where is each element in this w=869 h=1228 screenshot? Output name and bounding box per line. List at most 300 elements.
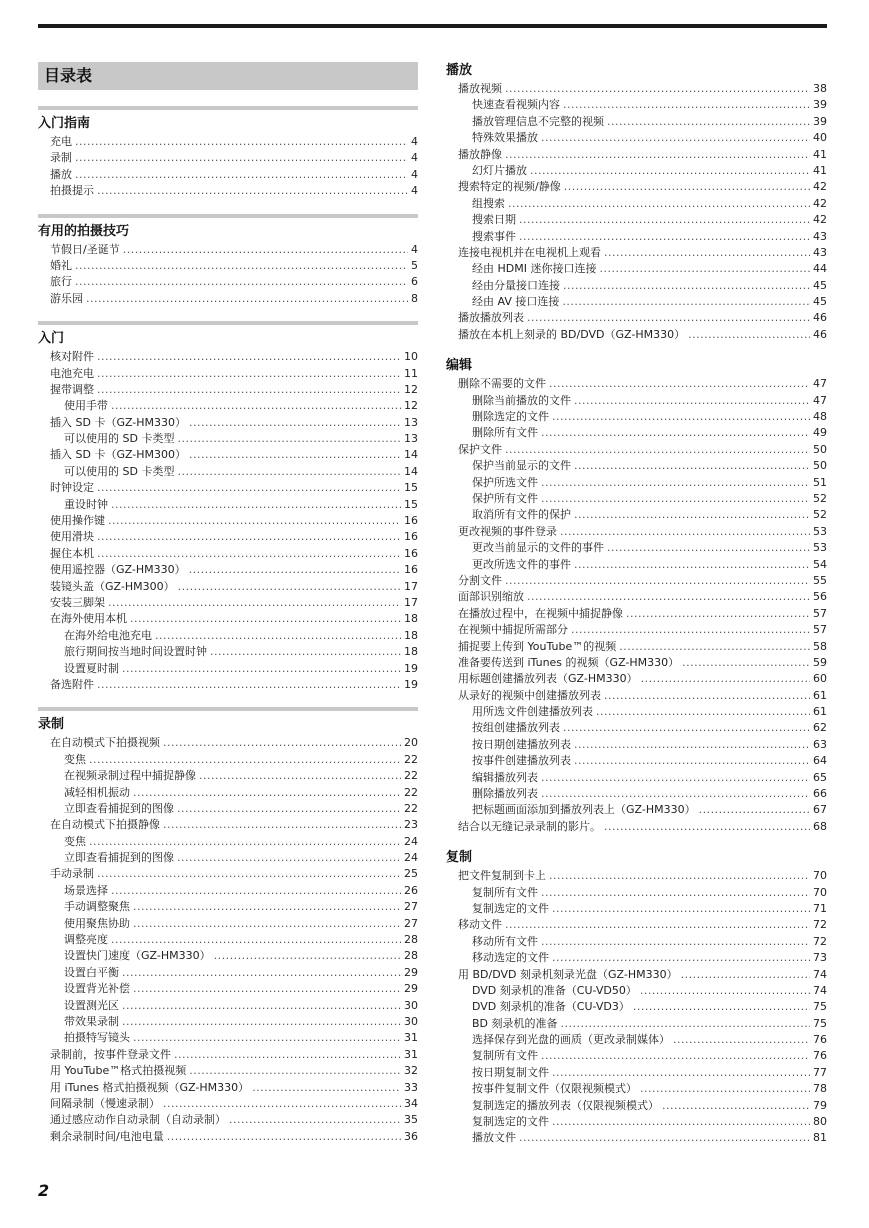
section-title: 入门指南 bbox=[38, 116, 91, 131]
entry-title: 保护所有文件 bbox=[472, 491, 538, 505]
dot-leader bbox=[86, 291, 408, 307]
dot-leader bbox=[574, 458, 810, 474]
toc-entry[interactable] bbox=[38, 850, 418, 866]
entry-title: 特殊效果播放 bbox=[472, 131, 538, 145]
dot-leader bbox=[574, 507, 810, 523]
dot-leader bbox=[75, 258, 408, 274]
toc-entry[interactable] bbox=[446, 179, 827, 195]
dot-leader bbox=[574, 753, 810, 769]
dot-leader bbox=[563, 97, 810, 113]
toc-entry[interactable] bbox=[38, 258, 418, 274]
toc-entry[interactable] bbox=[446, 261, 827, 277]
entry-page-number: 38 bbox=[813, 82, 827, 95]
toc-entry[interactable] bbox=[38, 398, 418, 414]
dot-leader bbox=[607, 540, 810, 556]
entry-title: 更改所选文件的事件 bbox=[472, 557, 571, 571]
toc-entry[interactable] bbox=[446, 409, 827, 425]
toc-entry[interactable] bbox=[38, 431, 418, 447]
toc-entry[interactable] bbox=[446, 540, 827, 556]
toc-entry[interactable] bbox=[446, 1065, 827, 1081]
toc-entry[interactable] bbox=[38, 965, 418, 981]
dot-leader bbox=[541, 475, 810, 491]
toc-entry[interactable] bbox=[38, 497, 418, 513]
entry-page-number: 75 bbox=[813, 1016, 827, 1030]
entry-page-number: 28 bbox=[404, 949, 418, 963]
entry-page-number: 56 bbox=[813, 590, 827, 604]
entry-page-number: 16 bbox=[404, 563, 418, 577]
toc-entry[interactable] bbox=[38, 735, 418, 751]
toc-entry[interactable] bbox=[446, 720, 827, 736]
dot-leader bbox=[541, 770, 810, 786]
entry-page-number: 25 bbox=[404, 867, 418, 881]
dot-leader bbox=[97, 480, 401, 496]
dot-leader bbox=[174, 1047, 401, 1063]
dot-leader bbox=[167, 1129, 401, 1145]
toc-entry[interactable] bbox=[38, 464, 418, 480]
dot-leader bbox=[133, 899, 401, 915]
dot-leader bbox=[607, 114, 810, 130]
toc-entry[interactable] bbox=[446, 999, 827, 1015]
entry-title: 旅行 bbox=[50, 275, 72, 289]
entry-page-number: 61 bbox=[813, 705, 827, 719]
entry-page-number: 66 bbox=[813, 787, 827, 801]
toc-entry[interactable] bbox=[38, 1129, 418, 1145]
toc-entry[interactable] bbox=[446, 212, 827, 228]
toc-section bbox=[38, 106, 418, 200]
entry-page-number: 4 bbox=[411, 242, 418, 256]
entry-title: 手动调整聚焦 bbox=[64, 900, 130, 914]
dot-leader bbox=[527, 310, 810, 326]
dot-leader bbox=[599, 261, 810, 277]
entry-page-number: 45 bbox=[813, 278, 827, 292]
entry-title: 使用聚焦协助 bbox=[64, 916, 130, 930]
entry-page-number: 47 bbox=[813, 393, 827, 407]
entry-page-number: 81 bbox=[813, 1131, 827, 1145]
entry-title: 立即查看捕捉到的图像 bbox=[64, 801, 174, 815]
entry-page-number: 74 bbox=[813, 967, 827, 981]
toc-entry[interactable] bbox=[38, 866, 418, 882]
toc-entry[interactable] bbox=[446, 442, 827, 458]
toc-entry[interactable] bbox=[446, 573, 827, 589]
dot-leader bbox=[541, 425, 810, 441]
entry-title: 使用遥控器（GZ-HM330） bbox=[50, 563, 186, 577]
toc-entry[interactable] bbox=[38, 899, 418, 915]
entry-title: 保护文件 bbox=[458, 442, 502, 456]
toc-entry[interactable] bbox=[38, 134, 418, 150]
toc-entry[interactable] bbox=[446, 671, 827, 687]
dot-leader bbox=[505, 917, 810, 933]
entry-title: 设置白平衡 bbox=[64, 965, 119, 979]
dot-leader bbox=[97, 529, 401, 545]
entry-title: 手动录制 bbox=[50, 867, 94, 881]
dot-leader bbox=[199, 768, 401, 784]
toc-entry[interactable] bbox=[446, 97, 827, 113]
entry-title: 按组创建播放列表 bbox=[472, 721, 560, 735]
toc-entry[interactable] bbox=[38, 981, 418, 997]
toc-entry[interactable] bbox=[38, 349, 418, 365]
toc-entry[interactable] bbox=[38, 752, 418, 768]
toc-entry[interactable] bbox=[38, 801, 418, 817]
dot-leader bbox=[229, 1112, 401, 1128]
toc-entry[interactable] bbox=[38, 1112, 418, 1128]
dot-leader bbox=[519, 212, 810, 228]
dot-leader bbox=[641, 671, 810, 687]
toc-entry[interactable] bbox=[38, 661, 418, 677]
toc-entry[interactable] bbox=[446, 229, 827, 245]
entry-title: 在视频录制过程中捕捉静像 bbox=[64, 769, 196, 783]
dot-leader bbox=[122, 965, 401, 981]
entry-page-number: 54 bbox=[813, 557, 827, 571]
dot-leader bbox=[596, 704, 810, 720]
dot-leader bbox=[97, 382, 401, 398]
dot-leader bbox=[563, 720, 810, 736]
toc-entry[interactable] bbox=[38, 447, 418, 463]
entry-title: 播放在本机上刻录的 BD/DVD（GZ-HM330） bbox=[458, 327, 686, 341]
toc-left-column bbox=[38, 62, 418, 1159]
toc-entry[interactable] bbox=[38, 1030, 418, 1046]
entry-page-number: 45 bbox=[813, 295, 827, 309]
dot-leader bbox=[505, 442, 810, 458]
toc-entry[interactable] bbox=[446, 1114, 827, 1130]
entry-title: 播放管理信息不完整的视频 bbox=[472, 114, 604, 128]
entry-page-number: 64 bbox=[813, 754, 827, 768]
entry-title: 播放静像 bbox=[458, 147, 502, 161]
toc-entry[interactable] bbox=[446, 819, 827, 835]
entry-page-number: 12 bbox=[404, 399, 418, 413]
toc-entry[interactable] bbox=[38, 834, 418, 850]
entry-title: 变焦 bbox=[64, 752, 86, 766]
entry-title: 删除选定的文件 bbox=[472, 410, 549, 424]
dot-leader bbox=[97, 366, 401, 382]
toc-entry[interactable] bbox=[38, 562, 418, 578]
dot-leader bbox=[541, 1048, 810, 1064]
toc-entry[interactable] bbox=[38, 948, 418, 964]
entry-title: 删除播放列表 bbox=[472, 787, 538, 801]
entry-page-number: 65 bbox=[813, 770, 827, 784]
toc-entry[interactable] bbox=[38, 1047, 418, 1063]
entry-page-number: 44 bbox=[813, 262, 827, 276]
entry-page-number: 17 bbox=[404, 595, 418, 609]
toc-entry[interactable] bbox=[446, 688, 827, 704]
toc-entry[interactable] bbox=[446, 245, 827, 261]
entry-title: 复制选定的播放列表（仅限视频模式） bbox=[472, 1098, 659, 1112]
entry-page-number: 29 bbox=[404, 982, 418, 996]
entry-page-number: 23 bbox=[404, 818, 418, 832]
toc-entry[interactable] bbox=[38, 274, 418, 290]
entry-title: 节假日/圣诞节 bbox=[50, 242, 120, 256]
toc-entry[interactable] bbox=[446, 639, 827, 655]
entry-page-number: 48 bbox=[813, 410, 827, 424]
entry-title: 面部识别缩放 bbox=[458, 590, 524, 604]
toc-entry[interactable] bbox=[446, 753, 827, 769]
toc-entry[interactable] bbox=[38, 628, 418, 644]
entry-page-number: 39 bbox=[813, 114, 827, 128]
entry-page-number: 14 bbox=[404, 448, 418, 462]
dot-leader bbox=[541, 934, 810, 950]
entry-title: 游乐园 bbox=[50, 291, 83, 305]
entry-title: 在海外使用本机 bbox=[50, 612, 127, 626]
entry-title: BD 刻录机的准备 bbox=[472, 1016, 558, 1030]
dot-leader bbox=[155, 628, 401, 644]
toc-entry[interactable] bbox=[38, 916, 418, 932]
dot-leader bbox=[97, 349, 401, 365]
dot-leader bbox=[189, 415, 401, 431]
entry-title: 使用滑块 bbox=[50, 530, 94, 544]
entry-page-number: 46 bbox=[813, 327, 827, 341]
entry-title: 插入 SD 卡（GZ-HM300） bbox=[50, 448, 187, 462]
toc-entry[interactable] bbox=[446, 1032, 827, 1048]
toc-entry[interactable] bbox=[38, 644, 418, 660]
entry-title: 准备要传送到 iTunes 的视频（GZ-HM330） bbox=[458, 655, 680, 669]
section-title: 入门 bbox=[38, 331, 65, 347]
entry-title: 移动选定的文件 bbox=[472, 951, 549, 965]
toc-entry[interactable] bbox=[446, 130, 827, 146]
toc-entry[interactable] bbox=[38, 513, 418, 529]
toc-entry[interactable] bbox=[446, 294, 827, 310]
entry-page-number: 71 bbox=[813, 901, 827, 915]
entry-page-number: 57 bbox=[813, 623, 827, 637]
dot-leader bbox=[619, 639, 810, 655]
entry-title: 录制前，按事件登录文件 bbox=[50, 1047, 171, 1061]
toc-entry[interactable] bbox=[38, 1063, 418, 1079]
toc-entry[interactable] bbox=[446, 770, 827, 786]
entry-page-number: 30 bbox=[404, 1014, 418, 1028]
toc-entry[interactable] bbox=[446, 163, 827, 179]
dot-leader bbox=[252, 1080, 401, 1096]
toc-entry[interactable] bbox=[446, 786, 827, 802]
entry-title: 电池充电 bbox=[50, 366, 94, 380]
entry-title: 使用操作键 bbox=[50, 514, 105, 528]
toc-entry[interactable] bbox=[446, 491, 827, 507]
entry-page-number: 50 bbox=[813, 442, 827, 456]
entry-page-number: 4 bbox=[411, 184, 418, 198]
toc-entry[interactable] bbox=[38, 817, 418, 833]
entry-title: 在播放过程中，在视频中捕捉静像 bbox=[458, 606, 623, 620]
toc-entry[interactable] bbox=[38, 480, 418, 496]
toc-entry[interactable] bbox=[446, 917, 827, 933]
entry-title: 用 BD/DVD 刻录机刻录光盘（GZ-HM330） bbox=[458, 967, 678, 981]
dot-leader bbox=[552, 950, 810, 966]
toc-entry[interactable] bbox=[446, 310, 827, 326]
entry-title: 经由分量接口连接 bbox=[472, 278, 560, 292]
dot-leader bbox=[97, 866, 401, 882]
dot-leader bbox=[508, 196, 810, 212]
entry-title: 复制选定的文件 bbox=[472, 901, 549, 915]
toc-entry[interactable] bbox=[446, 524, 827, 540]
toc-entry[interactable] bbox=[446, 557, 827, 573]
dot-leader bbox=[549, 376, 810, 392]
entry-page-number: 72 bbox=[813, 934, 827, 948]
toc-entry[interactable] bbox=[446, 1048, 827, 1064]
toc-entry[interactable] bbox=[38, 167, 418, 183]
entry-title: 装镜头盖（GZ-HM300） bbox=[50, 579, 175, 593]
toc-entry[interactable] bbox=[38, 1080, 418, 1096]
entry-page-number: 55 bbox=[813, 573, 827, 587]
toc-entry[interactable] bbox=[38, 291, 418, 307]
entry-page-number: 76 bbox=[813, 1033, 827, 1047]
entry-title: DVD 刻录机的准备（CU-VD50） bbox=[472, 983, 637, 997]
dot-leader bbox=[604, 688, 810, 704]
toc-entry[interactable] bbox=[446, 885, 827, 901]
dot-leader bbox=[519, 229, 810, 245]
toc-entry[interactable] bbox=[446, 737, 827, 753]
entry-page-number: 51 bbox=[813, 475, 827, 489]
entry-title: 复制所有文件 bbox=[472, 1049, 538, 1063]
toc-entry[interactable] bbox=[38, 932, 418, 948]
toc-entry[interactable] bbox=[446, 278, 827, 294]
toc-entry[interactable] bbox=[38, 611, 418, 627]
entry-page-number: 61 bbox=[813, 688, 827, 702]
entry-page-number: 22 bbox=[404, 769, 418, 783]
entry-page-number: 79 bbox=[813, 1098, 827, 1112]
dot-leader bbox=[133, 1030, 401, 1046]
entry-title: 间隔录制（慢速录制） bbox=[50, 1096, 160, 1110]
toc-entry[interactable] bbox=[38, 768, 418, 784]
entry-title: 经由 AV 接口连接 bbox=[472, 295, 560, 309]
entry-title: 调整亮度 bbox=[64, 933, 108, 947]
dot-leader bbox=[177, 850, 401, 866]
toc-entry[interactable] bbox=[446, 1081, 827, 1097]
toc-entry[interactable] bbox=[446, 147, 827, 163]
dot-leader bbox=[111, 932, 401, 948]
toc-entry[interactable] bbox=[446, 622, 827, 638]
entry-page-number: 6 bbox=[411, 275, 418, 289]
toc-entry[interactable] bbox=[38, 150, 418, 166]
entry-title: 播放视频 bbox=[458, 82, 502, 95]
toc-entry[interactable] bbox=[38, 677, 418, 693]
toc-entry[interactable] bbox=[446, 1016, 827, 1032]
toc-entry[interactable] bbox=[446, 802, 827, 818]
entry-title: 用所选文件创建播放列表 bbox=[472, 705, 593, 719]
dot-leader bbox=[210, 644, 401, 660]
toc-entry[interactable] bbox=[446, 606, 827, 622]
entry-title: 核对附件 bbox=[50, 350, 94, 364]
dot-leader bbox=[682, 655, 810, 671]
entry-title: 快速查看视频内容 bbox=[472, 98, 560, 112]
entry-page-number: 4 bbox=[411, 135, 418, 148]
toc-entry[interactable] bbox=[446, 967, 827, 983]
toc-entry[interactable] bbox=[446, 1130, 827, 1146]
toc-entry[interactable] bbox=[38, 579, 418, 595]
toc-entry[interactable] bbox=[38, 183, 418, 199]
entry-page-number: 27 bbox=[404, 916, 418, 930]
toc-entry[interactable] bbox=[446, 81, 827, 97]
toc-entry[interactable] bbox=[446, 704, 827, 720]
dot-leader bbox=[640, 983, 810, 999]
toc-entry[interactable] bbox=[446, 950, 827, 966]
toc-entry[interactable] bbox=[446, 425, 827, 441]
entry-page-number: 53 bbox=[813, 541, 827, 555]
dot-leader bbox=[527, 589, 810, 605]
entry-title: 在视频中捕捉所需部分 bbox=[458, 623, 568, 637]
entry-title: 安装三脚架 bbox=[50, 595, 105, 609]
toc-entry[interactable] bbox=[446, 393, 827, 409]
entry-title: 移动文件 bbox=[458, 918, 502, 932]
toc-entry[interactable] bbox=[446, 983, 827, 999]
toc-entry[interactable] bbox=[446, 196, 827, 212]
toc-entry[interactable] bbox=[38, 785, 418, 801]
toc-entry[interactable] bbox=[38, 242, 418, 258]
entry-page-number: 52 bbox=[813, 491, 827, 505]
page-number: 2 bbox=[38, 1181, 50, 1200]
toc-entry[interactable] bbox=[38, 382, 418, 398]
dot-leader bbox=[662, 1098, 810, 1114]
entry-title: 按事件创建播放列表 bbox=[472, 754, 571, 768]
entry-page-number: 18 bbox=[404, 612, 418, 626]
entry-page-number: 30 bbox=[404, 998, 418, 1012]
entry-page-number: 26 bbox=[404, 883, 418, 897]
dot-leader bbox=[626, 606, 810, 622]
entry-page-number: 24 bbox=[404, 851, 418, 865]
entry-page-number: 41 bbox=[813, 163, 827, 177]
toc-entry[interactable] bbox=[446, 655, 827, 671]
toc-entry[interactable] bbox=[446, 934, 827, 950]
entry-title: 复制选定的文件 bbox=[472, 1115, 549, 1129]
entry-page-number: 29 bbox=[404, 965, 418, 979]
toc-entry[interactable] bbox=[446, 868, 827, 884]
dot-leader bbox=[564, 179, 810, 195]
toc-entry[interactable] bbox=[38, 595, 418, 611]
entry-page-number: 27 bbox=[404, 900, 418, 914]
toc-entry[interactable] bbox=[446, 901, 827, 917]
toc-entry[interactable] bbox=[38, 529, 418, 545]
toc-section bbox=[38, 321, 418, 693]
toc-entry[interactable] bbox=[38, 546, 418, 562]
dot-leader bbox=[97, 546, 401, 562]
section-title: 有用的拍摄技巧 bbox=[38, 223, 130, 239]
dot-leader bbox=[541, 786, 810, 802]
toc-entry[interactable] bbox=[446, 458, 827, 474]
dot-leader bbox=[123, 242, 408, 258]
dot-leader bbox=[574, 393, 810, 409]
entry-page-number: 58 bbox=[813, 639, 827, 653]
entry-page-number: 42 bbox=[813, 196, 827, 210]
entry-title: 移动所有文件 bbox=[472, 934, 538, 948]
dot-leader bbox=[681, 967, 810, 983]
entry-title: 把文件复制到卡上 bbox=[458, 869, 546, 883]
toc-entry[interactable] bbox=[38, 1014, 418, 1030]
entry-title: 使用手带 bbox=[64, 399, 108, 413]
toc-title: 目录表 bbox=[38, 62, 418, 90]
toc-entry[interactable] bbox=[38, 883, 418, 899]
entry-title: 经由 HDMI 迷你接口连接 bbox=[472, 262, 597, 276]
entry-page-number: 22 bbox=[404, 752, 418, 766]
entry-title: 在海外给电池充电 bbox=[64, 628, 152, 642]
entry-page-number: 19 bbox=[404, 661, 418, 675]
toc-entry[interactable] bbox=[446, 507, 827, 523]
entry-page-number: 13 bbox=[404, 432, 418, 446]
toc-entry[interactable] bbox=[38, 1096, 418, 1112]
entry-page-number: 4 bbox=[411, 167, 418, 181]
entry-title: 选择保存到光盘的画质（更改录制媒体） bbox=[472, 1033, 670, 1047]
dot-leader bbox=[130, 611, 401, 627]
entry-title: 按事件复制文件（仅限视频模式） bbox=[472, 1082, 637, 1096]
entry-page-number: 78 bbox=[813, 1082, 827, 1096]
toc-entry[interactable] bbox=[446, 114, 827, 130]
entry-title: 备选附件 bbox=[50, 677, 94, 691]
toc-entry[interactable] bbox=[446, 1098, 827, 1114]
toc-entry[interactable] bbox=[38, 415, 418, 431]
entry-page-number: 16 bbox=[404, 530, 418, 544]
toc-entry[interactable] bbox=[446, 475, 827, 491]
entry-title: 用 iTunes 格式拍摄视频（GZ-HM330） bbox=[50, 1080, 250, 1094]
toc-entry[interactable] bbox=[446, 589, 827, 605]
toc-entry[interactable] bbox=[38, 366, 418, 382]
toc-entry[interactable] bbox=[446, 327, 827, 343]
entry-page-number: 10 bbox=[404, 350, 418, 364]
toc-entry[interactable] bbox=[38, 998, 418, 1014]
toc-entry[interactable] bbox=[446, 376, 827, 392]
